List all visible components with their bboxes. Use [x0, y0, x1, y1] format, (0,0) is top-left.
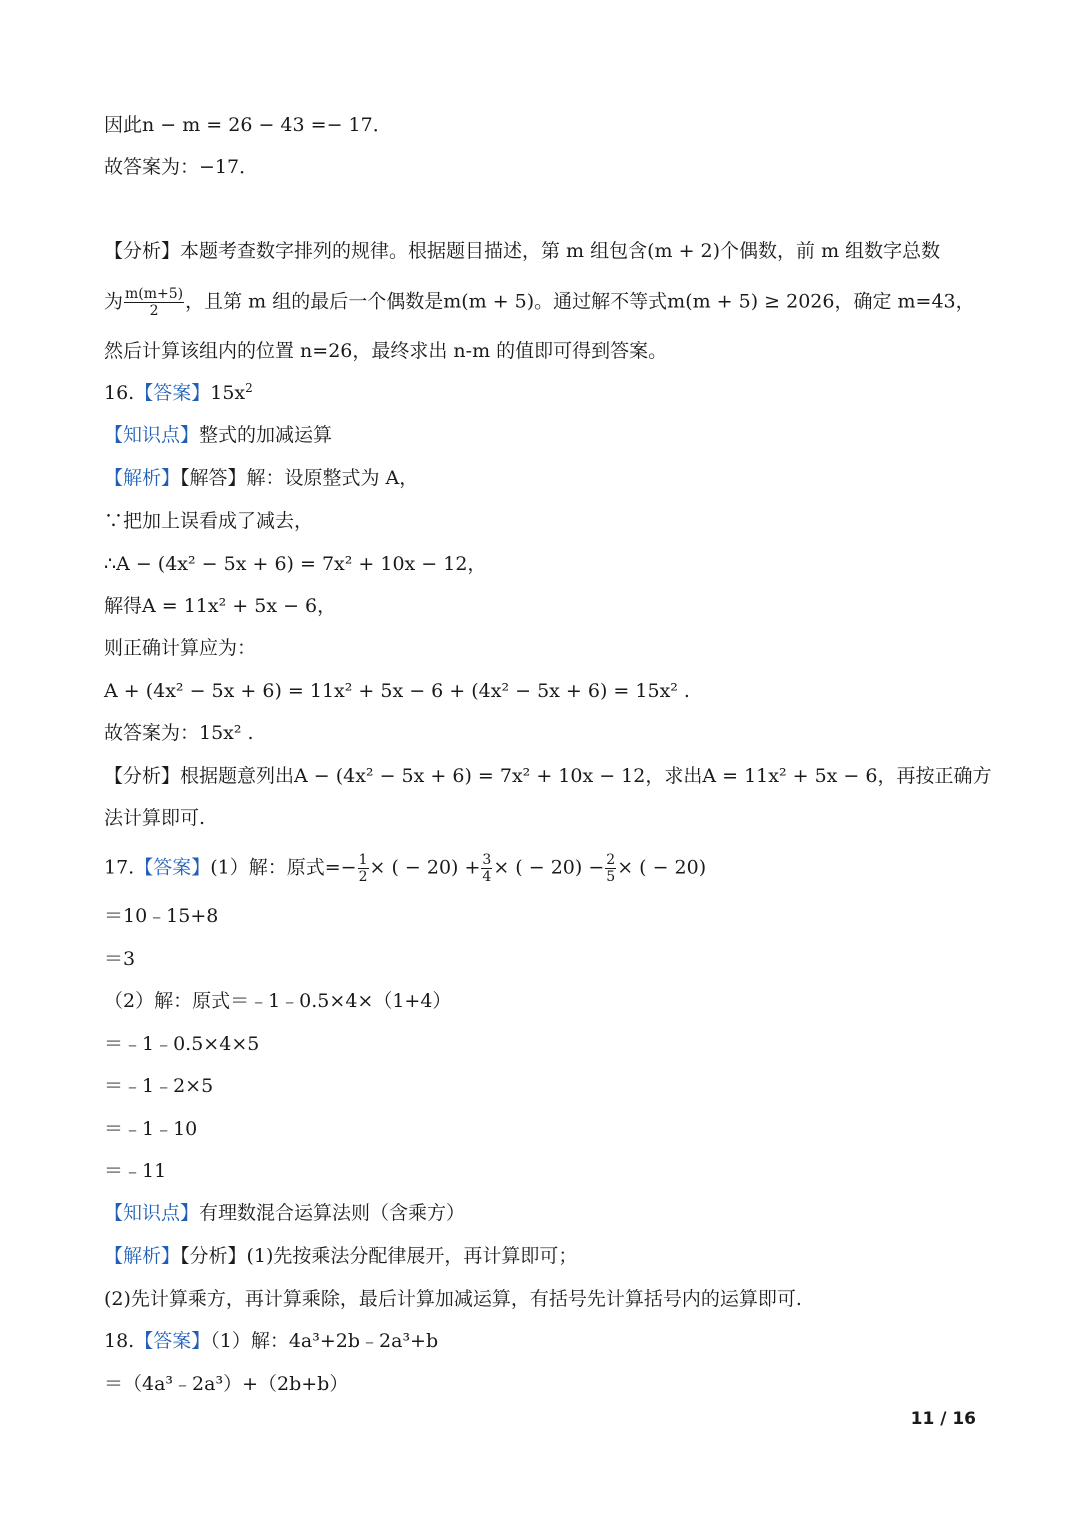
fraction-denominator: 4 — [482, 869, 492, 885]
solution-line: ＝（4a³﹣2a³）+（2b+b） — [104, 1373, 349, 1395]
solution-line — [104, 1241, 970, 1271]
answer-tag: 【答案】 — [134, 1330, 211, 1352]
text-fragment: ，且第 m 组的最后一个偶数是m(m + 5)。通过解不等式m(m + 5) ≥ 2026，确定 m=43， — [185, 290, 975, 313]
solution-line: ＝﹣1﹣10 — [104, 1118, 198, 1140]
knowledge-tag: 【知识点】 — [104, 1202, 200, 1224]
fraction — [481, 852, 492, 885]
solution-line: 则正确计算应为： — [104, 637, 257, 659]
solution-text: （1）解：4a³+2b﹣2a³+b — [210, 1330, 439, 1352]
question-18-answer — [104, 1326, 970, 1356]
knowledge-text: 整式的加减运算 — [199, 424, 333, 446]
text-fragment: (1）解：原式=− — [210, 856, 357, 879]
text-fragment: × ( − 20) − — [493, 856, 605, 879]
solution-line — [104, 463, 970, 493]
knowledge-point — [104, 420, 970, 450]
fraction — [358, 852, 369, 885]
analysis-line: 【分析】本题考查数字排列的规律。根据题目描述，第 m 组包含(m + 2)个偶数，前 m 组数字总数 — [104, 240, 941, 262]
solution-text: 【解答】解：设原整式为 A， — [180, 467, 419, 489]
analysis-line: 然后计算该组内的位置 n=26，最终求出 n-m 的值即可得到答案。 — [104, 340, 668, 362]
question-16-answer — [104, 378, 970, 408]
fraction-numerator: 2 — [606, 852, 616, 868]
solution-line: ∵把加上误看成了减去， — [104, 510, 314, 532]
solution-line: （2）解：原式＝﹣1﹣0.5×4×（1+4） — [104, 990, 452, 1012]
text-fragment: × ( − 20) + — [369, 856, 481, 879]
page-number: 11 / 16 — [910, 1409, 976, 1429]
text-line: 因此n − m = 26 − 43 =− 17． — [104, 114, 392, 136]
text-fragment: 为 — [104, 290, 124, 313]
fraction — [605, 852, 616, 885]
answer-value: 15x — [210, 382, 246, 404]
solution-line: 解得A = 11x² + 5x − 6， — [104, 595, 337, 617]
solution-line: ＝10﹣15+8 — [104, 905, 219, 927]
solution-line: 故答案为：15x² . — [104, 722, 254, 744]
knowledge-text: 有理数混合运算法则（含乘方） — [199, 1202, 466, 1224]
question-17-answer — [104, 852, 970, 885]
answer-tag: 【答案】 — [134, 382, 211, 404]
solution-line: ＝﹣1﹣2×5 — [104, 1075, 214, 1097]
analysis-tag: 【解析】 — [104, 467, 181, 489]
text-line: 故答案为：−17． — [104, 156, 259, 178]
fraction-numerator: 3 — [482, 852, 492, 868]
fraction-denominator: 2 — [358, 869, 368, 885]
fraction — [124, 286, 184, 319]
knowledge-tag: 【知识点】 — [104, 424, 200, 446]
fraction-denominator: 2 — [149, 303, 159, 319]
fraction-numerator: 1 — [358, 852, 368, 868]
analysis-line: 【分析】根据题意列出A − (4x² − 5x + 6) = 7x² + 10x − 12，求出A = 11x² + 5x − 6，再按正确方 — [104, 765, 992, 787]
solution-line: ＝﹣11 — [104, 1160, 167, 1182]
answer-tag: 【答案】 — [134, 856, 211, 879]
text-fragment: × ( − 20) — [617, 856, 707, 879]
analysis-tag: 【解析】 — [104, 1245, 181, 1267]
knowledge-point — [104, 1198, 970, 1228]
solution-line: A + (4x² − 5x + 6) = 11x² + 5x − 6 + (4x² − 5x + 6) = 15x² . — [104, 680, 690, 702]
solution-line: ＝﹣1﹣0.5×4×5 — [104, 1033, 260, 1055]
analysis-line: 法计算即可. — [104, 807, 206, 829]
analysis-line: (2)先计算乘方，再计算乘除，最后计算加减运算，有括号先计算括号内的运算即可. — [104, 1288, 802, 1310]
solution-text: 【分析】(1)先按乘法分配律展开，再计算即可； — [180, 1245, 578, 1267]
fraction-numerator: m(m+5) — [125, 286, 184, 302]
solution-line: ＝3 — [104, 948, 136, 970]
question-number: 16. — [104, 382, 135, 404]
solution-line: ∴A − (4x² − 5x + 6) = 7x² + 10x − 12， — [104, 553, 487, 575]
fraction-denominator: 5 — [606, 869, 616, 885]
question-number: 17. — [104, 856, 135, 879]
exponent: 2 — [245, 381, 253, 395]
question-number: 18. — [104, 1330, 135, 1352]
analysis-line — [104, 286, 975, 319]
